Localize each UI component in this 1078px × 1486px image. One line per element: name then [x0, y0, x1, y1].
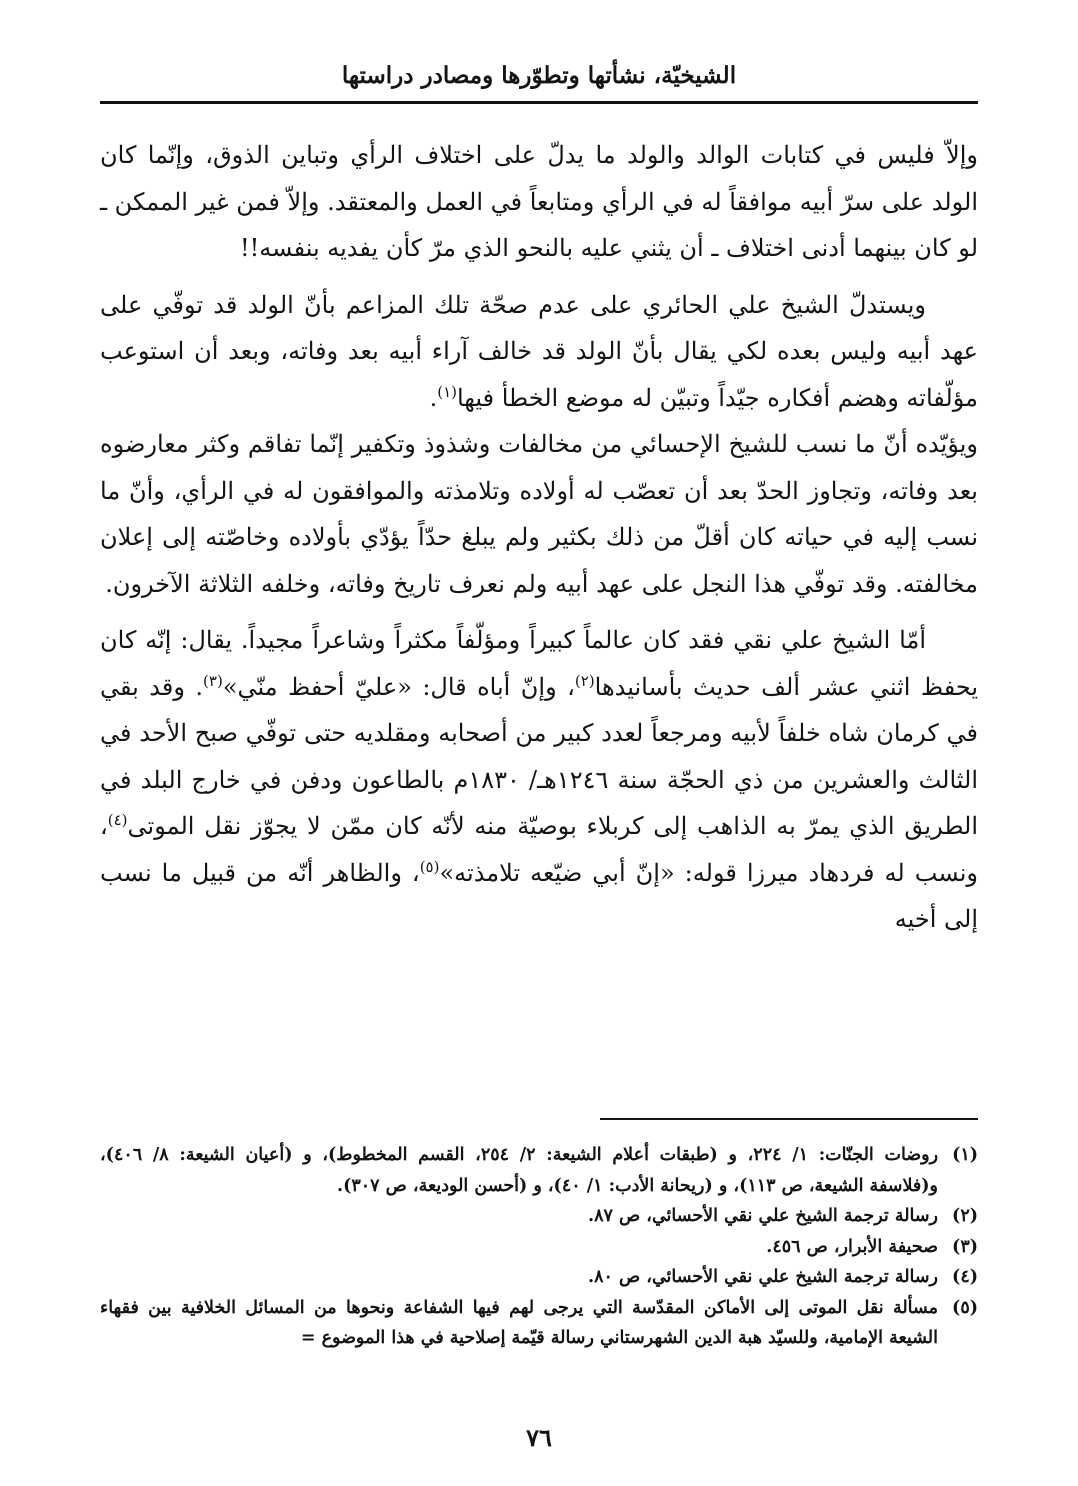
footnote-4 — [100, 1262, 978, 1293]
footnote-rule — [600, 1118, 978, 1120]
paragraph-4-part-b: ، وإنّ أباه قال: «عليّ أحفظ منّي» — [222, 672, 575, 701]
footnote-number: (٤) — [952, 1267, 978, 1287]
footnote-ref-2: (٢) — [574, 671, 595, 690]
footnote-3 — [100, 1232, 978, 1263]
paragraph-2-text: ويستدلّ الشيخ علي الحائري على عدم صحّة تلك المزاعم بأنّ الولد قد توفّي على عهد أبيه وليس بعده لكي يقال بأنّ الولد قد خالف آراء أبيه بعد وفاته، وبعد أن استوعب مؤلّفاته وهضم أفكاره جيّداً وتبيّن له موضع الخطأ فيها — [100, 290, 978, 412]
footnote-text: روضات الجنّات: ١/ ٢٢٤، و (طبقات أعلام الشيعة: ٢/ ٢٥٤، القسم المخطوط)، و (أعيان الشيعة: ٨/ ٤٠٦)، و(فلاسفة الشيعة، ص ١١٣)، و (ريحانة الأدب: ١/ ٤٠)، و (أحسن الوديعة، ص ٣٠٧). — [100, 1145, 939, 1196]
paragraph-4-part-d: ، ونسب له فردهاد ميرزا قوله: «إنّ أبي ضيّعه تلامذته» — [100, 812, 978, 887]
footnote-ref-1: (١) — [437, 382, 457, 401]
header-rule — [100, 101, 978, 104]
paragraph-4-part-e: ، والظاهر أنّه من قبيل ما نسب إلى أخيه — [100, 858, 978, 933]
footnote-number: (٥) — [952, 1297, 978, 1318]
footnote-2 — [100, 1201, 978, 1232]
footnote-text: صحيفة الأبرار، ص ٤٥٦. — [766, 1236, 938, 1257]
paragraph-2 — [100, 282, 978, 422]
footnote-number: (٣) — [952, 1236, 978, 1257]
footnote-ref-4: (٤) — [107, 811, 128, 829]
paragraph-4 — [100, 617, 978, 943]
page-number: ٧٦ — [526, 1423, 552, 1452]
main-text — [100, 132, 978, 943]
footnote-5 — [100, 1293, 978, 1354]
paragraph-3: ويؤيّده أنّ ما نسب للشيخ الإحسائي من مخالفات وشذوذ وتكفير إنّما تفاقم وكثر معارضوه بعد وفاته، وتجاوز الحدّ بعد أن تعصّب له أولاده وتلامذته والموافقون له في الرأي، وأنّ ما نسب إليه في حياته كان أقلّ من ذلك بكثير ولم يبلغ حدّاً يؤدّي بأولاده وخاصّته إلى إعلان مخالفته. وقد توفّي هذا النجل على عهد أبيه ولم نعرف تاريخ وفاته، وخلفه الثلاثة الآخرون. — [100, 430, 978, 598]
paragraph-4-part-c: . وقد بقي في كرمان شاه خلفاً لأبيه ومرجعاً لعدد كبير من أصحابه ومقلديه حتى توفّي صبح الأحد في الثالث والعشرين من ذي الحجّة سنة ١٢٤٦هـ/ ١٨٣٠م بالطاعون ودفن في خارج البلد في الطريق الذي يمرّ به الذاهب إلى كربلاء بوصيّة منه لأنّه كان ممّن لا يجوّز نقل الموتى — [100, 672, 979, 840]
paragraph-4-part-a: أمّا الشيخ علي نقي فقد كان عالماً كبيراً ومؤلّفاً مكثراً وشاعراً مجيداً. يقال: إنّه كان يحفظ اثني عشر ألف حديث بأسانيدها — [100, 626, 979, 701]
footnote-number: (١) — [952, 1145, 979, 1165]
paragraph-1: وإلاّ فليس في كتابات الوالد والولد ما يدلّ على اختلاف الرأي وتباين الذوق، وإنّما كان الولد على سرّ أبيه موافقاً له في الرأي ومتابعاً في العمل والمعتقد. وإلاّ فمن غير الممكن ـ لو كان بينهما أدنى اختلاف ـ أن يثني عليه بالنحو الذي مرّ كأن يفديه بنفسه!! — [100, 141, 978, 262]
footnotes — [100, 1140, 978, 1354]
running-head-title: الشيخيّة، نشأتها وتطوّرها ومصادر دراستها — [341, 62, 737, 89]
footnote-text: رسالة ترجمة الشيخ علي نقي الأحسائي، ص ٨٠. — [588, 1267, 938, 1287]
footnote-text: رسالة ترجمة الشيخ علي نقي الأحسائي، ص ٨٧. — [588, 1206, 938, 1226]
footnote-text: مسألة نقل الموتى إلى الأماكن المقدّسة التي يرجى لهم فيها الشفاعة ونحوها من المسائل الخلافية بين فقهاء الشيعة الإمامية، وللسيّد هبة الدين الشهرستاني رسالة قيّمة إصلاحية في هذا الموضوع = — [100, 1297, 938, 1348]
footnote-ref-5: (٥) — [419, 857, 440, 876]
footnote-number: (٢) — [952, 1206, 978, 1226]
footnote-ref-3: (٣) — [203, 671, 223, 690]
footnote-1 — [100, 1140, 978, 1201]
paragraph-2-end: . — [429, 383, 438, 412]
